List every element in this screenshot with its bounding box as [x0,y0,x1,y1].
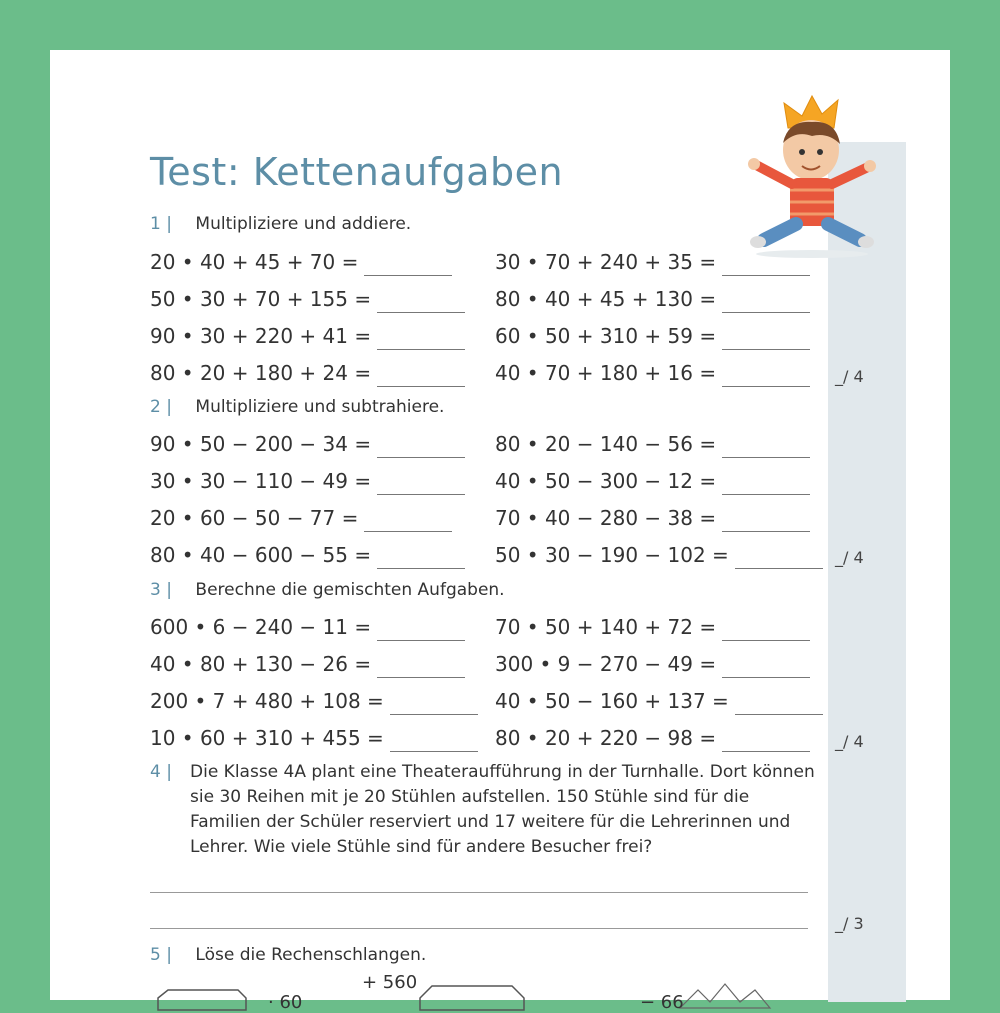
task-5-header [150,945,426,965]
answer-blank[interactable] [364,253,452,276]
answer-blank[interactable] [377,472,465,495]
task-number: 5 | [150,945,172,965]
equation: 30 • 70 + 240 + 35 = [495,248,810,276]
answer-blank[interactable] [722,327,810,350]
score-field[interactable]: _/ 3 [835,914,864,933]
answer-blank[interactable] [722,655,810,678]
answer-blank[interactable] [364,509,452,532]
equation: 40 • 80 + 130 − 26 = [150,650,465,678]
score-field[interactable]: _/ 4 [835,367,864,386]
task-instruction: Berechne die gemischten Aufgaben. [195,580,505,600]
equation: 90 • 50 − 200 − 34 = [150,430,465,458]
answer-blank[interactable] [722,509,810,532]
answer-blank[interactable] [377,364,465,387]
task-number: 3 | [150,580,172,600]
snake-operation-label: · 60 [268,992,303,1013]
equation: 70 • 50 + 140 + 72 = [495,613,810,641]
equation: 80 • 20 + 220 − 98 = [495,724,810,752]
answer-blank[interactable] [377,290,465,313]
answer-blank[interactable] [722,290,810,313]
task-number: 2 | [150,397,172,417]
task-number: 1 | [150,214,172,234]
answer-blank[interactable] [390,692,478,715]
answer-blank[interactable] [377,618,465,641]
snake-operation-label: + 560 [362,972,418,993]
number-snake [150,972,850,1013]
snake-operation-label: − 66 [640,992,684,1013]
equation: 600 • 6 − 240 − 11 = [150,613,465,641]
answer-blank[interactable] [722,435,810,458]
answer-blank[interactable] [722,253,810,276]
answer-blank[interactable] [377,655,465,678]
equation: 20 • 60 − 50 − 77 = [150,504,452,532]
word-problem [150,760,830,860]
answer-blank[interactable] [377,327,465,350]
answer-blank[interactable] [722,618,810,641]
equation: 70 • 40 − 280 − 38 = [495,504,810,532]
task-instruction: Löse die Rechenschlangen. [195,945,427,965]
answer-line[interactable] [150,928,808,929]
task-instruction: Multipliziere und addiere. [195,214,412,234]
equation: 80 • 20 − 140 − 56 = [495,430,810,458]
word-problem-text: Die Klasse 4A plant eine Theateraufführung in der Turnhalle. Dort können sie 30 Reihen mit je 20 Stühlen aufstellen. 150 Stühle sind für die Familien der Schüler reserviert und 17 weitere für die Lehrerinnen und Lehrer. Wie viele Stühle sind für andere Besucher frei? [190,762,815,857]
answer-blank[interactable] [722,472,810,495]
equation: 30 • 30 − 110 − 49 = [150,467,465,495]
equation: 50 • 30 + 70 + 155 = [150,285,465,313]
equation: 90 • 30 + 220 + 41 = [150,322,465,350]
page-title: Test: Kettenaufgaben [150,150,564,194]
equation: 40 • 70 + 180 + 16 = [495,359,810,387]
answer-line[interactable] [150,892,808,893]
equation: 80 • 40 + 45 + 130 = [495,285,810,313]
task-3-header [150,580,505,600]
equation: 80 • 40 − 600 − 55 = [150,541,465,569]
task-number: 4 | [150,762,172,782]
equation: 200 • 7 + 480 + 108 = [150,687,478,715]
score-field[interactable]: _/ 4 [835,548,864,567]
equation: 60 • 50 + 310 + 59 = [495,322,810,350]
answer-blank[interactable] [735,692,823,715]
number-snake-shapes [150,980,850,1010]
task-1-header [150,214,411,234]
equation: 10 • 60 + 310 + 455 = [150,724,478,752]
equation: 50 • 30 − 190 − 102 = [495,541,823,569]
answer-blank[interactable] [377,435,465,458]
score-field[interactable]: _/ 4 [835,732,864,751]
equation: 40 • 50 − 300 − 12 = [495,467,810,495]
answer-blank[interactable] [735,546,823,569]
answer-blank[interactable] [722,364,810,387]
equation: 20 • 40 + 45 + 70 = [150,248,452,276]
equation: 300 • 9 − 270 − 49 = [495,650,810,678]
answer-blank[interactable] [722,729,810,752]
equation: 80 • 20 + 180 + 24 = [150,359,465,387]
task-instruction: Multipliziere und subtrahiere. [195,397,445,417]
answer-blank[interactable] [377,546,465,569]
task-2-header [150,397,444,417]
worksheet-page [50,50,950,1013]
equation: 40 • 50 − 160 + 137 = [495,687,823,715]
answer-blank[interactable] [390,729,478,752]
